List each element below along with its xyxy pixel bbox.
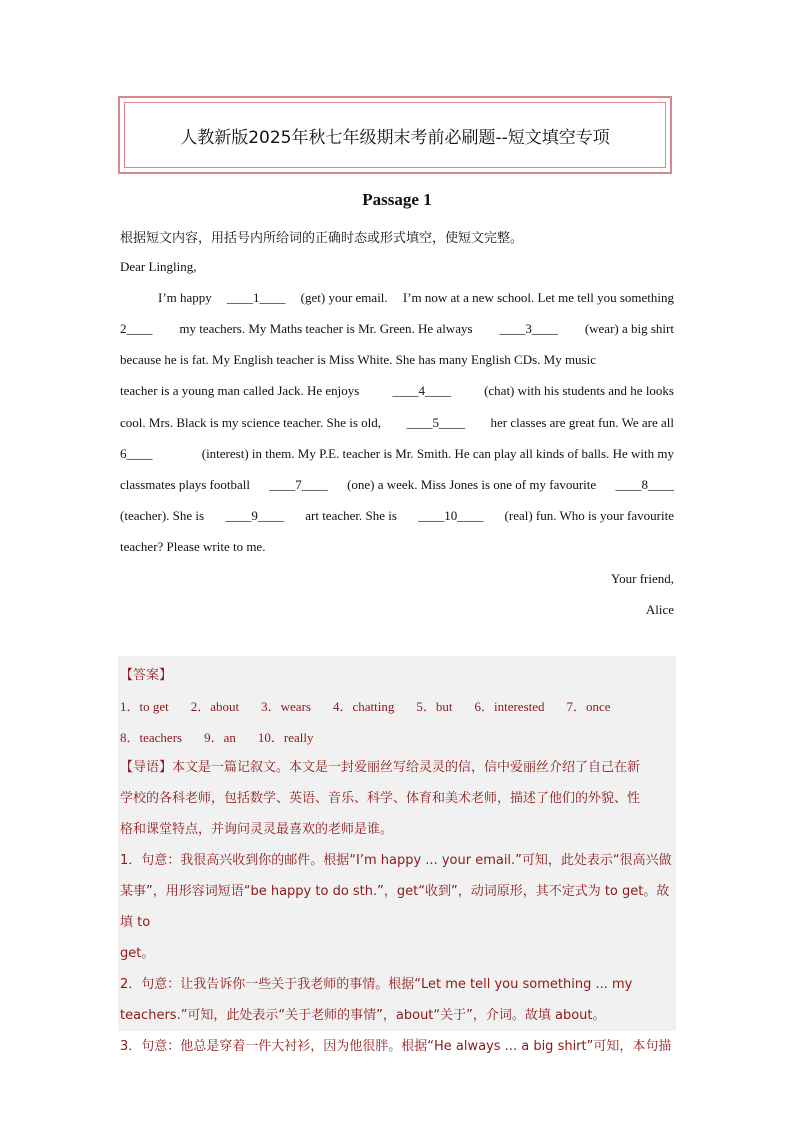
explanations [120, 845, 676, 1062]
answer-item: 3．wears [261, 699, 311, 714]
title-box [118, 96, 672, 174]
answer-row-2 [120, 727, 335, 746]
letter-text: (interest) in them. My P.E. teacher is Mr. Smith. He can play all kinds of balls. He with my [201, 446, 674, 461]
letter-text: (chat) with his students and he looks [484, 383, 674, 398]
answer-item: 1．to get [120, 699, 169, 714]
passage-heading: Passage 1 [362, 190, 432, 209]
answer-blank: ____5____ [406, 415, 465, 430]
explanation-line: teachers.”可知，此处表示“关于老师的事情”，about“关于”，介词。故填 about。 [120, 1008, 606, 1023]
letter-line [120, 352, 674, 368]
answer-blank: ____8____ [615, 477, 674, 492]
document-title: 人教新版2025年秋七年级期末考前必刷题--短文填空专项 [124, 102, 666, 168]
explanation-line: 3．句意：他总是穿着一件大衬衫，因为他很胖。根据“He always ... a big shirt”可知，本句描 [120, 1039, 672, 1054]
answer-blank: ____3____ [499, 321, 558, 336]
guide-label: 【导语】 [120, 760, 173, 775]
letter-text: teacher? Please write to me. [120, 539, 266, 554]
letter-text: my teachers. My Maths teacher is Mr. Green. He always [179, 321, 473, 336]
letter-text: art teacher. She is [305, 508, 397, 523]
answer-blank: ____10____ [418, 508, 484, 523]
letter-text: because he is fat. My English teacher is Miss White. She has many English CDs. My music [120, 352, 596, 367]
answer-blank: 2____ [120, 321, 153, 336]
answer-blank: 6____ [120, 446, 153, 461]
letter-line [120, 321, 674, 337]
letter-line [120, 446, 674, 462]
explanation-line: get。 [120, 946, 155, 961]
letter-text: teacher is a young man called Jack. He enjoys [120, 383, 360, 398]
guide-line: 本文是一篇记叙文。本文是一封爱丽丝写给灵灵的信，信中爱丽丝介绍了自己在新 [172, 760, 641, 775]
answer-blank: ____4____ [392, 383, 451, 398]
answer-item: 10．really [257, 730, 314, 745]
letter-line [120, 508, 674, 524]
answer-item: 6．interested [474, 699, 545, 714]
guide-block [120, 751, 676, 845]
letter-text: (one) a week. Miss Jones is one of my favourite [347, 477, 597, 492]
letter-line [120, 383, 674, 399]
answer-row-1 [120, 696, 633, 715]
answer-item: 9．an [204, 730, 236, 745]
letter-line [120, 290, 674, 306]
letter-text: cool. Mrs. Black is my science teacher. She is old, [120, 415, 382, 430]
letter-line [120, 477, 674, 493]
answer-label: 【答案】 [120, 668, 173, 683]
answer-blank: ____1____ [226, 290, 286, 305]
answer-item: 7．once [566, 699, 611, 714]
answer-blank: ____9____ [225, 508, 284, 523]
letter-greeting: Dear Lingling, [120, 259, 197, 274]
letter-signature: Alice [645, 602, 674, 617]
guide-line: 学校的各科老师，包括数学、英语、音乐、科学、体育和美术老师，描述了他们的外貌、性 [120, 791, 641, 806]
letter-text: (real) fun. Who is your favourite [504, 508, 674, 523]
letter-text: I’m now at a new school. Let me tell you something [402, 290, 674, 305]
letter-text: (get) your email. [300, 290, 388, 305]
answer-blank: ____7____ [269, 477, 328, 492]
letter-text: (teacher). She is [120, 508, 205, 523]
letter-text: (wear) a big shirt [584, 321, 674, 336]
explanation-line: 2．句意：让我告诉你一些关于我老师的事情。根据“Let me tell you something ... my [120, 977, 633, 992]
answer-item: 8．teachers [120, 730, 183, 745]
explanation-line: 某事”，用形容词短语“be happy to do sth.”，get“收到”，动词原形，其不定式为 to get。故填 to [120, 884, 670, 930]
explanation-line: 1．句意：我很高兴收到你的邮件。根据“I’m happy ... your email.”可知，此处表示“很高兴做 [120, 853, 672, 868]
answer-item: 5．but [416, 699, 453, 714]
answer-item: 4．chatting [332, 699, 395, 714]
letter-line [120, 539, 674, 555]
answer-item: 2．about [190, 699, 240, 714]
letter-text: her classes are great fun. We are all [490, 415, 674, 430]
letter-text: I’m happy [158, 290, 212, 305]
instruction: 根据短文内容，用括号内所给词的正确时态或形式填空，使短文完整。 [120, 231, 524, 246]
letter-text: classmates plays football [120, 477, 250, 492]
letter-closing: Your friend, [611, 571, 674, 586]
letter-line [120, 415, 674, 431]
guide-line: 格和课堂特点，并询问灵灵最喜欢的老师是谁。 [120, 822, 394, 837]
